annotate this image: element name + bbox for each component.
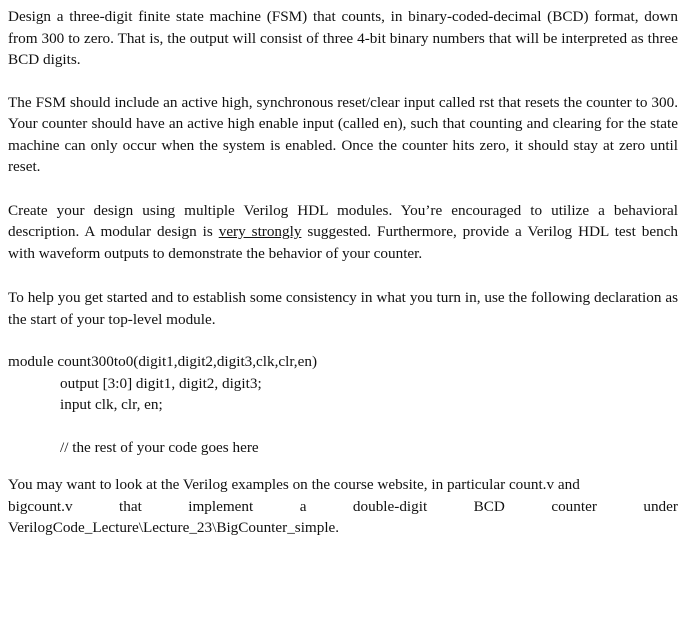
closing-word: implement xyxy=(188,497,254,515)
closing-line-1: You may want to look at the Verilog examples on the course website, in particular count.v and xyxy=(8,476,580,493)
emphasis-underlined: very strongly xyxy=(218,223,302,240)
paragraph-examples-reference xyxy=(8,474,678,539)
closing-word: bigcount.v xyxy=(8,497,73,515)
paragraph-design-task: Design a three-digit finite state machine (FSM) that counts, in binary-coded-decimal (BCD) format, down from 300 to zero. That is, the output will consist of three 4-bit binary numbers that will be interpreted as three BCD digits. xyxy=(8,8,678,68)
closing-word: double-digit xyxy=(352,497,428,515)
closing-line-2 xyxy=(8,496,678,518)
paragraph-modular-design-end: suggested. Furthermore, provide a Verilog HDL test bench with waveform outputs to demonstrate the behavior of your counter. xyxy=(8,223,678,262)
closing-word: a xyxy=(299,497,307,515)
code-output-line: output [3:0] digit1, digit2, digit3; xyxy=(60,374,262,392)
paragraph-modular-design xyxy=(8,200,678,265)
document-page xyxy=(8,6,678,539)
paragraph-reset-enable: The FSM should include an active high, synchronous reset/clear input called rst that resets the counter to 300. Your counter should have an active high enable input (called en), such that counting and clearing for the state machine can only occur when the system is enabled. Once the counter hits zero, it should stay at zero until reset. xyxy=(8,93,678,175)
paragraph-modular-design-start: Create your design using multiple Verilog HDL modules. You’re encouraged to utilize a behavioral description. A modular design is xyxy=(8,201,678,240)
code-input-line: input clk, clr, en; xyxy=(60,396,163,413)
verilog-declaration xyxy=(8,351,678,458)
closing-word: that xyxy=(119,497,142,515)
code-module-line: module count300to0(digit1,digit2,digit3,clk,clr,en) xyxy=(8,353,317,370)
closing-word: under xyxy=(643,497,678,515)
closing-word: counter xyxy=(551,497,597,515)
paragraph-declaration-intro: To help you get started and to establish some consistency in what you turn in, use the following declaration as the start of your top-level module. xyxy=(8,289,678,328)
closing-word: BCD xyxy=(473,497,505,515)
code-comment-line: // the rest of your code goes here xyxy=(60,438,259,456)
code-blank-line xyxy=(8,416,678,437)
closing-line-3-path: VerilogCode_Lecture\Lecture_23\BigCounter_simple. xyxy=(8,519,340,536)
